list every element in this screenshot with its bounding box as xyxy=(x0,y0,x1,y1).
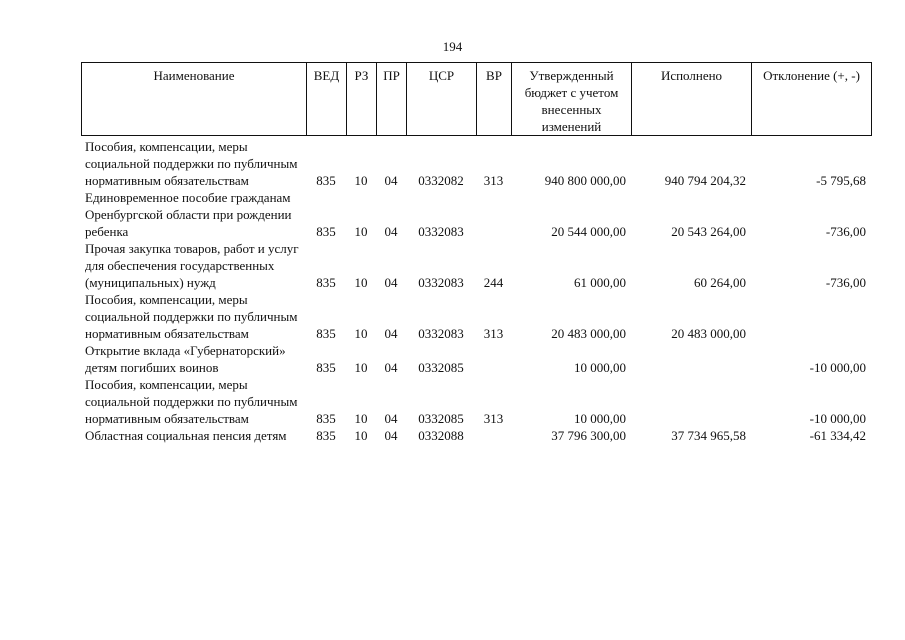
cell-pr: 04 xyxy=(384,428,398,443)
cell-pr: 04 xyxy=(384,173,398,188)
row-name: Открытие вклада «Губернаторский» детям погибших воинов xyxy=(85,343,286,375)
table-row xyxy=(81,240,871,291)
cell-csr: 0332083 xyxy=(418,224,464,239)
cell-csr: 0332085 xyxy=(418,411,464,426)
header-rz: РЗ xyxy=(347,62,377,136)
cell-ved: 835 xyxy=(316,224,336,239)
cell-pr: 04 xyxy=(384,224,398,239)
cell-ved: 835 xyxy=(316,411,336,426)
cell-csr: 0332082 xyxy=(418,173,464,188)
row-name: Пособия, компенсации, меры социальной поддержки по публичным нормативным обязательствам xyxy=(85,292,298,341)
cell-budget: 20 483 000,00 xyxy=(551,326,626,341)
cell-rz: 10 xyxy=(354,326,368,341)
cell-csr: 0332088 xyxy=(418,428,464,443)
cell-pr: 04 xyxy=(384,275,398,290)
cell-ved: 835 xyxy=(316,275,336,290)
cell-csr: 0332085 xyxy=(418,360,464,375)
table-row xyxy=(81,427,871,444)
row-name: Единовременное пособие гражданам Оренбургской области при рождении ребенка xyxy=(85,190,292,239)
cell-deviation: -5 795,68 xyxy=(816,173,866,188)
table-row xyxy=(81,189,871,240)
cell-budget: 10 000,00 xyxy=(574,411,626,426)
header-ved: ВЕД xyxy=(307,62,347,136)
header-deviation: Отклонение (+, -) xyxy=(752,62,872,136)
table-header xyxy=(81,62,860,136)
cell-csr: 0332083 xyxy=(418,326,464,341)
cell-executed: 20 543 264,00 xyxy=(671,224,746,239)
header-vr: ВР xyxy=(477,62,512,136)
cell-vr: 313 xyxy=(483,173,504,188)
cell-rz: 10 xyxy=(354,224,368,239)
cell-ved: 835 xyxy=(316,326,336,341)
cell-executed: 37 734 965,58 xyxy=(671,428,746,443)
page-number: 194 xyxy=(442,39,463,54)
cell-budget: 940 800 000,00 xyxy=(544,173,626,188)
cell-vr: 244 xyxy=(483,275,504,290)
header-executed: Исполнено xyxy=(632,62,752,136)
cell-vr: 313 xyxy=(483,411,504,426)
cell-budget: 37 796 300,00 xyxy=(551,428,626,443)
header-pr: ПР xyxy=(377,62,407,136)
row-name: Прочая закупка товаров, работ и услуг для обеспечения государственных (муниципальных) нужд xyxy=(85,241,299,290)
cell-deviation: -736,00 xyxy=(825,275,866,290)
cell-rz: 10 xyxy=(354,275,368,290)
cell-pr: 04 xyxy=(384,360,398,375)
cell-rz: 10 xyxy=(354,411,368,426)
cell-budget: 10 000,00 xyxy=(574,360,626,375)
table-row xyxy=(81,376,871,427)
cell-deviation: -61 334,42 xyxy=(809,428,866,443)
cell-executed: 20 483 000,00 xyxy=(671,326,746,341)
cell-deviation: -10 000,00 xyxy=(809,360,866,375)
cell-pr: 04 xyxy=(384,411,398,426)
cell-budget: 61 000,00 xyxy=(574,275,626,290)
cell-rz: 10 xyxy=(354,360,368,375)
cell-deviation: -10 000,00 xyxy=(809,411,866,426)
cell-deviation: -736,00 xyxy=(825,224,866,239)
table-row xyxy=(81,291,871,342)
row-name: Пособия, компенсации, меры социальной поддержки по публичным нормативным обязательствам xyxy=(85,377,298,426)
cell-ved: 835 xyxy=(316,428,336,443)
cell-executed: 940 794 204,32 xyxy=(664,173,746,188)
table-row xyxy=(81,138,871,189)
table-body xyxy=(81,138,871,444)
cell-vr: 313 xyxy=(483,326,504,341)
row-name: Областная социальная пенсия детям xyxy=(85,428,287,443)
cell-rz: 10 xyxy=(354,173,368,188)
cell-budget: 20 544 000,00 xyxy=(551,224,626,239)
header-name: Наименование xyxy=(82,62,307,136)
header-budget: Утвержденный бюджет с учетом внесенных изменений xyxy=(512,62,632,136)
header-csr: ЦСР xyxy=(407,62,477,136)
cell-pr: 04 xyxy=(384,326,398,341)
cell-executed: 60 264,00 xyxy=(694,275,746,290)
cell-ved: 835 xyxy=(316,173,336,188)
row-name: Пособия, компенсации, меры социальной поддержки по публичным нормативным обязательствам xyxy=(85,139,298,188)
cell-rz: 10 xyxy=(354,428,368,443)
cell-ved: 835 xyxy=(316,360,336,375)
table-row xyxy=(81,342,871,376)
cell-csr: 0332083 xyxy=(418,275,464,290)
